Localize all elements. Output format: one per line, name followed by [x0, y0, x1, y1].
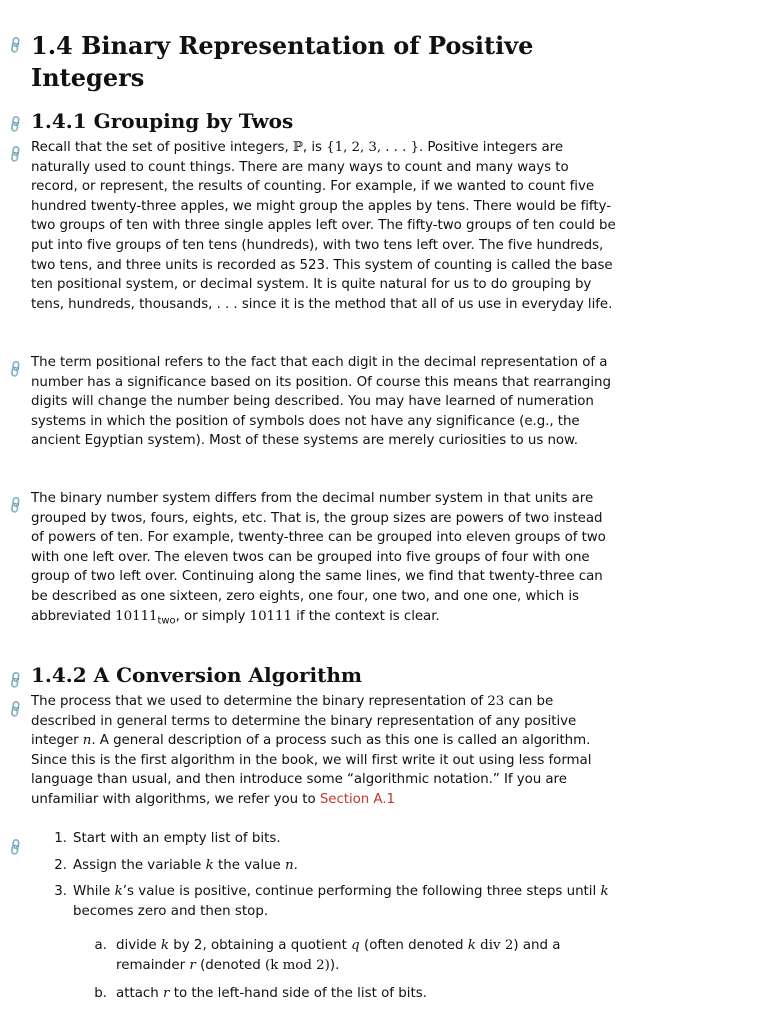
subsection-title-conversion: 1.4.2 A Conversion Algorithm — [31, 663, 363, 687]
paragraph-positive-integers: Recall that the set of positive integers, ℙ, is {1, 2, 3, . . . }. Positive integers are naturally used to count things. There are many ways to count and many ways to record, or represent, the results of counting. For example, if we wanted to count five hundred twenty-three apples, we might group the apples by tens. There would be fifty-two groups of ten with three single apples left over. The fifty-two groups of ten could be put into five groups of ten tens (hundreds), with two tens left over. The five hundreds, two tens, and three units is recorded as 523. This system of counting is called the base ten positional system, or decimal system. It is quite natural for us to do grouping by tens, hundreds, thousands, . . . since it is the method that all of us use in everyday life. — [31, 140, 616, 312]
permalink-icon[interactable]: 🔗 — [5, 698, 26, 719]
subsection-title-grouping: 1.4.1 Grouping by Twos — [31, 109, 294, 133]
permalink-icon[interactable]: 🔗 — [5, 143, 26, 164]
paragraph-conversion: The process that we used to determine the binary representation of 23 can be described in general terms to determine the binary representation of any positive integer n. A general description of a process such as this one is called an algorithm. Since this is the first algorithm in the book, we will first write it out using less formal language than usual, and then introduce some “algorithmic notation.” If you are unfamiliar with algorithms, we refer you to Section A.1 — [31, 694, 592, 807]
paragraph-positional: The term positional refers to the fact that each digit in the decimal representation of a number has a significance based on its position. Of course this means that rearranging digits will change the number being described. You may have learned of numeration systems in which the position of symbols does not have any significance (e.g., the ancient Egyptian system). Most of these systems are merely curiosities to us now. — [31, 355, 611, 449]
page: 🔗 1.4 Binary Representation of Positive Integers 🔗 1.4.1 Grouping by Twos 🔗 Recall that the set of positive integers, ℙ, is {1, 2, 3, . . . }. Positive integers are naturally used to count things. There are many ways to count and many ways to record, or represent, the results of counting. For example, if we wanted to count five hundred twenty-three apples, we might group the apples by tens. There would be fifty-two groups of ten with three single apples left over. The fifty-two groups of ten could be put into five groups of ten tens (hundreds), with two tens left over. The five hundreds, two tens, and three units is recorded as 523. This system of counting is called the base ten positional system, or decimal system. It is quite natural for us to do grouping by tens, hundreds, thousands, . . . since it is the method that all of us use in everyday life. 🔗 The term positional refers to the fact that each digit in the decimal representation of a number has a significance based on its position. Of course this means that rearranging digits will change the number being described. You may have learned of numeration systems in which the position of symbols does not have any significance (e.g., the ancient Egyptian system). Most of these systems are merely curiosities to us now. 🔗 The binary number system differs from the decimal number system in that units are grouped by twos, fours, eights, etc. That is, the group sizes are powers of two instead of powers of ten. For example, twenty-three can be grouped into eleven groups of two with one left over. The eleven twos can be grouped into five groups of four with one group of two left over. Continuing along the same lines, we find that twenty-three can be described as one sixteen, zero eights, one four, one two, and one one, which is abbreviated $10111_{two}$, or simply 10111 if the context is clear. 🔗 1.4.2 A Conversion Algorithm 🔗 The process that we used to determine the binary representation of 23 can be described in general terms to determine the binary representation of any positive integer n. A general description of a process such as this one is called an algorithm. Since this is the first algorithm in the book, we will first write it out using less formal language than usual, and then introduce some “algorithmic notation.” If you are unfamiliar with algorithms, we refer you to Section A.1 🔗 1. Start with an empty list of bits. 2. Assign the variable k the value n. 3. While k’s value is positive, continue performing the following three steps until k becomes zero and then stop. a. divide k by 2, obtaining a quotient q (often denoted k div 2) and a remainder r (denoted (k mod 2)). b. attach r to the left-hand side of the list of bits. — [5, 31, 616, 1001]
permalink-icon[interactable]: 🔗 — [5, 358, 26, 379]
permalink-icon[interactable]: 🔗 — [5, 34, 26, 55]
permalink-icon[interactable]: 🔗 — [5, 669, 26, 690]
section-a1-link[interactable]: Section A.1 — [319, 791, 395, 807]
permalink-icon[interactable]: 🔗 — [5, 113, 26, 134]
permalink-icon[interactable]: 🔗 — [5, 494, 26, 515]
paragraph-binary-system: The binary number system differs from the decimal number system in that units are grouped by twos, fours, eights, etc. That is, the group sizes are powers of two instead of powers of ten. For example, twenty-three can be grouped into eleven groups of two with one left over. The eleven twos can be grouped into five groups of four with one group of two left over. Continuing along the same lines, we find that twenty-three can be described as one sixteen, zero eights, one four, one two, and one one, which is abbreviated $10111_{two}$, or simply 10111 if the context is clear. — [31, 491, 606, 627]
section-title: 1.4 Binary Representation of Positive Integers — [31, 31, 534, 92]
permalink-icon[interactable]: 🔗 — [5, 836, 26, 857]
